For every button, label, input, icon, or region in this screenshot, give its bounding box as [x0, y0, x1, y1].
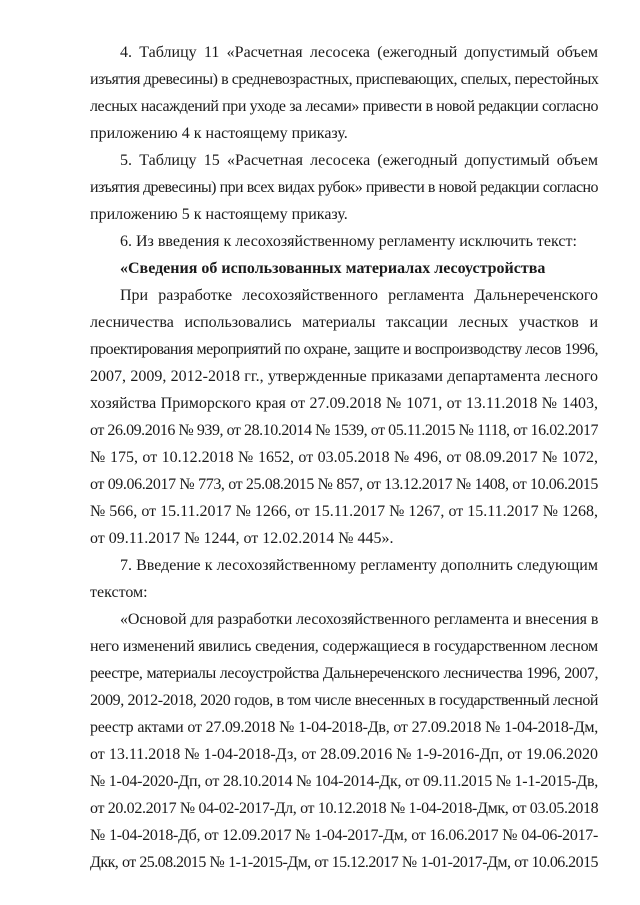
- section-heading: «Сведения об использованных материалах лесоустройства: [120, 260, 546, 277]
- text-line: изъятия древесины) при всех видах рубок» привести в новой редакции согласно: [90, 179, 598, 196]
- text-line: от 20.02.2017 № 04-02-2017-Дл, от 10.12.2018 № 1-04-2018-Дмк, от 03.05.2018: [90, 800, 599, 817]
- text-line: лесничества использовались материалы таксации лесных участков и: [90, 314, 598, 331]
- text-line: При разработке лесохозяйственного регламента Дальнереченского: [120, 287, 598, 304]
- text-line: него изменений явились сведения, содержащиеся в государственном лесном: [90, 638, 598, 655]
- text-line: 7. Введение к лесохозяйственному регламенту дополнить следующим: [120, 557, 598, 574]
- text-line: приложению 5 к настоящему приказу.: [90, 206, 348, 223]
- text-line: текстом:: [90, 584, 148, 601]
- text-line: от 09.11.2017 № 1244, от 12.02.2014 № 445».: [90, 530, 394, 547]
- text-line: реестр актами от 27.09.2018 № 1-04-2018-Дв, от 27.09.2018 № 1-04-2018-Дм,: [90, 719, 598, 736]
- text-line: № 1-04-2020-Дп, от 28.10.2014 № 104-2014-Дк, от 09.11.2015 № 1-1-2015-Дв,: [90, 773, 598, 790]
- text-line: Дкк, от 25.08.2015 № 1-1-2015-Дм, от 15.12.2017 № 1-01-2017-Дм, от 10.06.2015: [90, 854, 598, 871]
- text-line: реестре, материалы лесоустройства Дальнереченского лесничества 1996, 2007,: [90, 665, 598, 682]
- text-line: 6. Из введения к лесохозяйственному регламенту исключить текст:: [120, 233, 577, 250]
- text-line: от 09.06.2017 № 773, от 25.08.2015 № 857, от 13.12.2017 № 1408, от 10.06.2015: [90, 476, 598, 493]
- text-line: от 13.11.2018 № 1-04-2018-Дз, от 28.09.2016 № 1-9-2016-Дп, от 19.06.2020: [90, 746, 598, 763]
- text-line: от 26.09.2016 № 939, от 28.10.2014 № 1539, от 05.11.2015 № 1118, от 16.02.2017: [90, 422, 599, 439]
- text-line: «Основой для разработки лесохозяйственного регламента и внесения в: [120, 611, 599, 628]
- text-line: 5. Таблицу 15 «Расчетная лесосека (ежегодный допустимый объем: [120, 152, 598, 169]
- text-line: проектирования мероприятий по охране, защите и воспроизводству лесов 1996,: [90, 341, 598, 358]
- text-line: изъятия древесины) в средневозрастных, приспевающих, спелых, перестойных: [90, 71, 599, 88]
- text-line: хозяйства Приморского края от 27.09.2018 № 1071, от 13.11.2018 № 1403,: [90, 395, 598, 412]
- text-line: № 566, от 15.11.2017 № 1266, от 15.11.2017 № 1267, от 15.11.2017 № 1268,: [90, 503, 598, 520]
- text-line: приложению 4 к настоящему приказу.: [90, 125, 348, 142]
- text-line: 4. Таблицу 11 «Расчетная лесосека (ежегодный допустимый объем: [120, 44, 598, 61]
- text-line: 2009, 2012-2018, 2020 годов, в том числе внесенных в государственный лесной: [90, 692, 598, 709]
- text-line: № 1-04-2018-Дб, от 12.09.2017 № 1-04-2017-Дм, от 16.06.2017 № 04-06-2017-: [90, 827, 598, 844]
- text-line: № 175, от 10.12.2018 № 1652, от 03.05.2018 № 496, от 08.09.2017 № 1072,: [90, 449, 598, 466]
- text-line: 2007, 2009, 2012-2018 гг., утвержденные приказами департамента лесного: [90, 368, 598, 385]
- text-line: лесных насаждений при уходе за лесами» привести в новой редакции согласно: [90, 98, 598, 115]
